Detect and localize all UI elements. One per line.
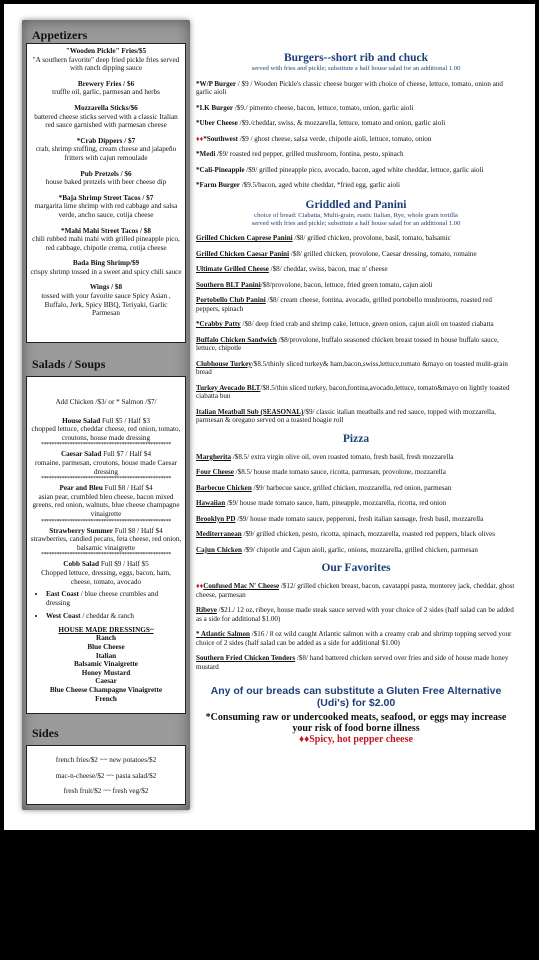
appetizers-box (26, 43, 186, 343)
griddled-item-name: Italian Meatball Sub (SEASONAL) (196, 407, 304, 416)
pizza-item-desc: /$8.5/ house made tomato sauce, ricotta, parmesan, provolone, mozzarella (233, 468, 446, 477)
dressings-list (30, 634, 182, 703)
star-divider: ************************************************** (40, 518, 171, 525)
griddled-item (196, 296, 516, 313)
appetizers-heading: Appetizers (32, 28, 88, 42)
burger-item-name: *Southwest (203, 134, 238, 143)
dressing-item: Honey Mustard (81, 668, 131, 677)
pizza-item (196, 499, 516, 508)
appetizer-desc: house baked pretzels with beer cheese dip (45, 178, 167, 187)
sidebar-panel (22, 20, 190, 810)
burger-item-desc: /$9/ grilled pineapple pico, avocado, bacon, aged white cheddar, lettuce, garlic aioli (244, 165, 484, 174)
favorite-item (196, 630, 516, 647)
griddled-item-name: Southern BLT Panini (196, 280, 261, 289)
salad-title-line (30, 527, 182, 536)
salad-option-desc: / cheddar & ranch (80, 612, 135, 621)
burger-item (196, 135, 516, 144)
salads-box (26, 376, 186, 714)
burger-item (196, 181, 516, 190)
griddled-item (196, 360, 516, 377)
favorites-heading: Our Favorites (321, 562, 391, 575)
dressing-item: Ranch (96, 634, 116, 643)
griddled-item (196, 234, 516, 243)
griddled-item-desc: /$8.5/thinly sliced turkey& ham,bacon,swiss,lettuce,tomato &mayo on toasted mulit-grain bread (196, 359, 508, 377)
salad-item (30, 417, 182, 449)
dressing-item: Italian (95, 651, 117, 660)
griddled-item-desc: /$8/provolone, buffalo seasoned chicken breast tossed in house buffalo sauce, lettuce, chipotle (196, 335, 499, 353)
burgers-list (196, 80, 516, 190)
appetizer-item (30, 194, 182, 220)
appetizer-desc: crispy shrimp tossed in a sweet and spicy chili sauce (30, 267, 182, 276)
griddled-item (196, 250, 516, 259)
favorite-item-name: Ribeye (196, 606, 217, 615)
add-protein-note: Add Chicken /$3/ or * Salmon /$7/ (55, 398, 157, 406)
appetizer-item (30, 259, 182, 276)
burger-item (196, 80, 516, 97)
salad-price: Full $7 / Half $4 (101, 450, 152, 459)
salad-item (30, 484, 182, 524)
sides-box (26, 745, 186, 805)
burger-item (196, 150, 516, 159)
pizza-item (196, 484, 516, 493)
burgers-heading: Burgers--short rib and chuck (283, 52, 429, 64)
appetizer-item (30, 283, 182, 317)
salad-option-name: West Coast (46, 612, 81, 621)
griddled-item-name: *Crabby Patty (196, 320, 241, 329)
burgers-subtitle: served with fries and pickle; substitute a half house salad for an additional 1.00 (251, 65, 461, 72)
appetizer-desc: chili rubbed mahi mahi with grilled pineapple pico, red cabbage, chipotle crema, cotija cheese (32, 235, 180, 252)
griddled-item-desc: /$8/ cheddar, swiss, bacon, mac n' cheese (268, 265, 388, 274)
dressing-item: Blue Cheese Champagne Vinaigrette (49, 686, 163, 695)
burger-item-name: *Uber Cheese (196, 119, 238, 128)
salad-options (30, 590, 182, 621)
burger-item (196, 166, 516, 175)
favorite-item (196, 654, 516, 671)
appetizer-name: "Wooden Pickle" Fries/$5 (65, 47, 147, 55)
burger-item-desc: /$9./cheddar, swiss, & mozzarella, lettuce, tomato and onion, garlic aioli (237, 119, 446, 128)
griddled-list (196, 234, 516, 425)
appetizer-name: Brewery Fries / $6 (77, 79, 135, 88)
pizza-item-desc: /$9/ house made tomato sauce, pepperoni, fresh italian sausage, fresh basil, mozzarella (235, 514, 484, 523)
star-divider: ************************************************** (40, 476, 171, 483)
salad-list (30, 417, 182, 587)
appetizer-item (30, 170, 182, 187)
pizza-item (196, 468, 516, 477)
griddled-item-name: Grilled Chicken Caprese Panini (196, 234, 293, 243)
spicy-legend: ♦♦Spicy, hot pepper cheese (299, 734, 413, 746)
favorite-item (196, 582, 516, 599)
burger-item-name: *W/P Burger (196, 79, 236, 88)
main-menu (196, 52, 516, 745)
pizza-item-name: Barbecue Chicken (196, 483, 252, 492)
burger-item-desc: /$9.5/bacon, aged white cheddar, *fried egg, garlic aioli (239, 181, 400, 190)
pizza-item (196, 546, 516, 555)
favorites-list (196, 582, 516, 671)
griddled-item-desc: /$8/ deep fried crab and shrimp cake, lettuce, green onion, cajun aioli on toasted ciabatta (240, 320, 494, 329)
salad-name: Strawberry Summer (49, 526, 113, 535)
griddled-item (196, 384, 516, 401)
pizza-item (196, 530, 516, 539)
salad-title-line (30, 450, 182, 459)
burger-item-name: *I.K Burger (196, 103, 234, 112)
griddled-item (196, 336, 516, 353)
favorite-item-desc: /$16 / 8 oz wild caught Atlantic salmon with a creamy crab and shrimp topping served your choice of 2 sides (half salad can be added as a side for additional $1.00) (196, 630, 512, 647)
griddled-subtitle-bread: choice of bread: Ciabatta, Multi-grain, rustic Italian, Rye, whole grain tortilla (254, 211, 458, 219)
salad-title-line (30, 484, 182, 493)
salad-desc: Chopped lettuce, dressing, eggs, bacon, ham, cheese, tomato, avocado (41, 568, 171, 586)
side-row: french fries/$2 ~~ new potatoes/$2 (55, 756, 157, 764)
appetizer-item (30, 137, 182, 163)
menu-sheet (4, 4, 535, 830)
salad-item (30, 450, 182, 482)
pizza-item-name: Margherita (196, 452, 232, 461)
favorite-item (196, 606, 516, 623)
griddled-item-name: Grilled Chicken Caesar Panini (196, 249, 290, 258)
dressing-item: French (95, 694, 117, 703)
griddled-item (196, 281, 516, 290)
appetizer-desc: margarita lime shrimp with red cabbage and salsa verde, ancho sauce, cotija cheese (34, 202, 178, 219)
burger-item-desc: /$9/ roasted red pepper, grilled mushroom, fontina, pesto, spinach (215, 150, 404, 159)
pizza-heading: Pizza (342, 432, 370, 445)
burger-item (196, 119, 516, 128)
appetizer-desc: battered cheese sticks served with a classic Italian red sauce garnished with parmesan cheese (34, 112, 178, 130)
raw-food-warning: *Consuming raw or undercooked meats, seafood, or eggs may increase your risk of food borne illness (205, 712, 507, 735)
favorite-item-desc: /$21./ 12 oz, ribeye, house made steak sauce served with your choice of 2 sides (half salad can be added as a side for additional $1.00) (196, 606, 514, 623)
salad-price: Full $8 / Half $4 (102, 484, 153, 493)
salad-option-name: East Coast (46, 590, 79, 599)
star-divider: ************************************************** (40, 552, 171, 559)
appetizer-item (30, 104, 182, 130)
salad-desc: romaine, parmesan, croutons, house made Caesar dressing (34, 458, 178, 476)
griddled-item-desc: /$8/provolone, bacon, lettuce, fried green tomato, cajun aioli (260, 280, 433, 289)
salad-option-desc: / blue cheese crumbles and dressing (46, 590, 159, 607)
pizza-item-desc: /$9/ house made tomato sauce, ham, pineapple, mozzarella, ricotta, red onion (225, 499, 447, 508)
side-row: mac-n-cheese/$2 ~~ pasta salad/$2 (55, 771, 157, 780)
star-divider: ************************************************** (40, 442, 171, 449)
pizza-item-desc: /$8.5/ extra virgin olive oil, oven roasted tomato, fresh basil, fresh mozzarella (231, 452, 454, 461)
appetizer-item (30, 47, 182, 73)
favorite-item-name: Southern Fried Chicken Tenders (196, 654, 296, 663)
pizza-item (196, 453, 516, 462)
dressing-item: Caesar (95, 677, 117, 686)
appetizer-name: Bada Bing Shrimp/$9 (72, 259, 140, 268)
appetizer-desc: tossed with your favorite sauce Spicy Asian , Buffalo, Jerk, Spicy BBQ, Teriyaki, Garlic Parmesan (41, 292, 171, 318)
pizza-item-name: Four Cheese (196, 468, 234, 477)
spicy-icon: ♦♦ (196, 134, 204, 143)
burger-item-desc: /$9 / ghost cheese, salsa verde, chipotle aioli, lettuce, tomato, onion (237, 134, 432, 143)
burger-item-name: *Medi (196, 150, 216, 159)
pizza-item-desc: /$9/ chipotle and Cajun aioli, garlic, onions, mozzarella, grilled chicken, parmesan (241, 545, 478, 554)
salad-desc: asian pear, crumbled bleu cheese, bacon mixed greens, red onion, walnuts, blue cheese champagne vinaigrette (32, 492, 180, 518)
dressing-item: Blue Cheese (87, 643, 125, 652)
griddled-item-desc: /$8/ cream cheese, fontina, avocado, grilled portobello mushrooms, roasted red peppers, spinach (196, 296, 492, 313)
salad-option (46, 590, 182, 607)
favorite-item-desc: /$8/ hand battered chicken served over fries and side of house made honey mustard (196, 654, 509, 671)
pizza-item-name: Brooklyn PD (196, 514, 236, 523)
salad-title-line (30, 417, 182, 426)
appetizer-name: Wings / $8 (89, 283, 123, 292)
salad-price: Full $8 / Half $4 (112, 526, 163, 535)
spicy-icon: ♦♦ (196, 582, 204, 591)
griddled-item (196, 408, 516, 425)
griddled-item-desc: /$9/ classic italian meatballs and red sauce, topped with mozzarella, parmesan & oregano served on a toasted hoagie roll (196, 407, 496, 425)
griddled-item-name: Ultimate Grilled Cheese (196, 265, 269, 274)
pizza-item-desc: /$9/ barbecue sauce, grilled chicken, mozzarella, red onion, parmesan (251, 483, 452, 492)
burger-item-desc: /$9./ pimento cheese, bacon, lettuce, tomato, onion, garlic aioli (233, 103, 414, 112)
salad-title-line (30, 560, 182, 569)
salad-name: Cobb Salad (63, 560, 100, 569)
salad-name: House Salad (62, 416, 101, 425)
griddled-item (196, 265, 516, 274)
griddled-item (196, 320, 516, 329)
appetizer-desc: truffle oil, garlic, parmesan and herbs (52, 88, 160, 97)
griddled-item-name: Turkey Avocado BLT (196, 383, 261, 392)
salad-item (30, 560, 182, 586)
appetizer-name: *Crab Dippers / $7 (76, 136, 136, 145)
burger-item-name: *Farm Burger (196, 181, 240, 190)
burger-item (196, 104, 516, 113)
salads-heading: Salads / Soups (32, 357, 106, 371)
pizza-item (196, 515, 516, 524)
gluten-free-note: Any of our breads can substitute a Gluten Free Alternative (Udi's) for $2.00 (210, 685, 502, 710)
pizza-item-name: Hawaiian (196, 499, 226, 508)
sides-heading: Sides (32, 726, 59, 740)
side-row: fresh fruit/$2 ~~ fresh veg/$2 (63, 787, 149, 796)
pizza-list (196, 453, 516, 555)
appetizer-name: Mozzarella Sticks/$6 (74, 103, 138, 112)
appetizer-name: *Mahi Mahi Street Tacos / $8 (61, 226, 151, 235)
salad-desc: chopped lettuce, cheddar cheese, red onion, tomato, croutons, house made dressing (31, 425, 181, 442)
appetizer-name: Pub Pretzels / $6 (80, 169, 132, 178)
griddled-item-desc: /$8.5/thin sliced turkey, bacon,fontina,avocado,lettuce, tomato&mayo on lightly toasted ciabatta bun (196, 383, 510, 401)
favorite-item-name: * Atlantic Salmon (196, 630, 250, 639)
appetizer-item (30, 227, 182, 253)
appetizer-desc: "A southern favorite" deep fried pickle fries served with ranch dipping sauce (32, 55, 180, 73)
pizza-item-name: Cajun Chicken (196, 545, 242, 554)
appetizer-item (30, 80, 182, 97)
salad-price: Full $9 / Half $5 (99, 560, 149, 569)
appetizer-desc: crab, shrimp stuffing, cream cheese and jalapeño fritters with cajun remoulade (35, 145, 177, 162)
favorite-item-desc: /$12/ grilled chicken breast, bacon, cavatappi pasta, monterey jack, cheddar, ghost cheese, parmesan (196, 582, 515, 599)
griddled-item-name: Clubhouse Turkey (196, 359, 252, 368)
griddled-item-desc: /$8/ grilled chicken, provolone, basil, tomato, balsamic (292, 234, 451, 243)
griddled-item-desc: /$8/ grilled chicken, provolone, Caesar dressing, tomato, romaine (289, 249, 477, 258)
salad-price: Full $5 / Half $3 (100, 416, 150, 425)
griddled-item-name: Buffalo Chicken Sandwich (196, 335, 277, 344)
griddled-item-name: Portobello Club Panini (196, 296, 266, 305)
favorite-item-name: Confused Mac N' Cheese (203, 582, 280, 591)
griddled-subtitle-sides: served with fries and pickle; substitute a half house salad for an additional 1.00 (251, 219, 461, 227)
dressings-title: HOUSE MADE DRESSINGS~ (58, 625, 154, 634)
salad-item (30, 527, 182, 559)
dressing-item: Balsamic Vinaigrette (74, 660, 138, 669)
salad-name: Caesar Salad (60, 450, 102, 459)
burger-item-name: *Cali-Pineapple (196, 165, 245, 174)
appetizer-name: *Baja Shrimp Street Tacos / $7 (58, 193, 154, 202)
pizza-item-desc: /$9/ grilled chicken, pesto, ricotta, spinach, mozzarella, roasted red peppers, black olives (241, 530, 496, 539)
pizza-item-name: Mediterranean (196, 530, 242, 539)
griddled-heading: Griddled and Panini (305, 198, 407, 211)
burger-item-desc: / $9 / Wooden Pickle's classic cheese burger with choice of cheese, lettuce, tomato, onion and garlic aioli (196, 79, 503, 97)
salad-option (46, 612, 182, 621)
salad-name: Pear and Bleu (59, 484, 103, 493)
salad-desc: strawberries, candied pecans, feta cheese, red onion, balsamic vinaigrette (30, 535, 182, 552)
